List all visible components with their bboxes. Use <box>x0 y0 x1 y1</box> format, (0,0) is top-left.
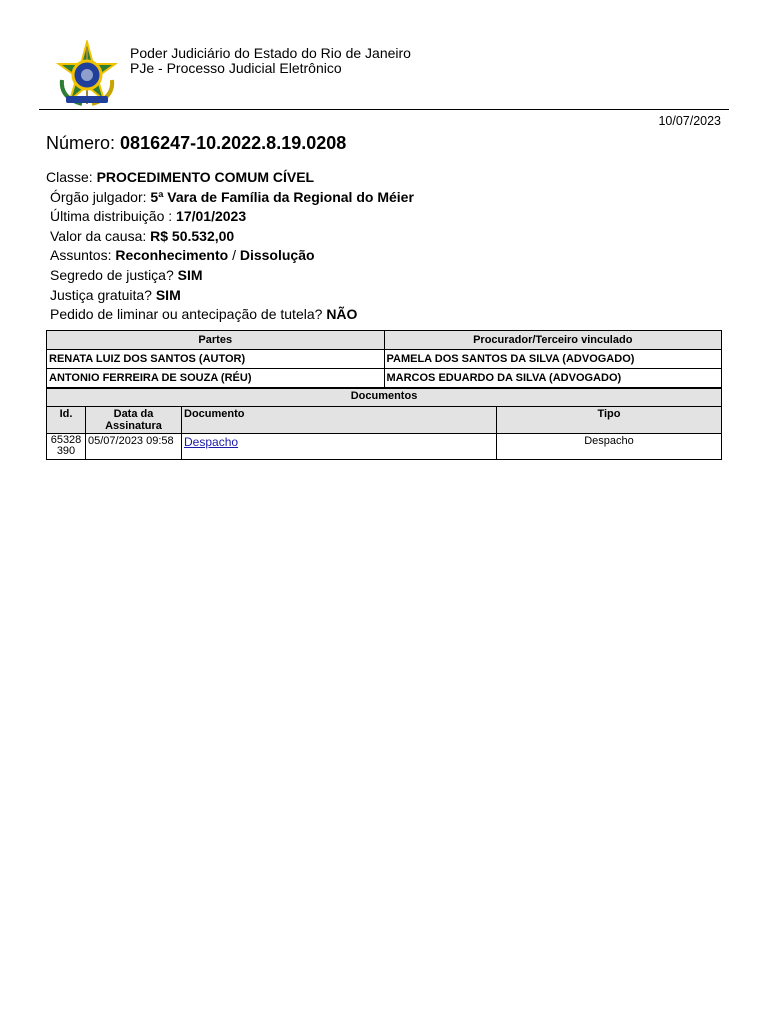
field-separator: / <box>228 247 240 264</box>
field-label: Pedido de liminar ou antecipação de tutela? <box>50 306 323 323</box>
field-label: Segredo de justiça? <box>50 266 174 283</box>
field-classe <box>46 168 414 188</box>
documentos-table <box>46 388 722 460</box>
header-divider <box>39 109 729 110</box>
column-header-tipo: Tipo <box>497 407 722 434</box>
field-value: 17/01/2023 <box>176 208 247 225</box>
doc-id-cell <box>47 434 86 460</box>
procurador-cell: MARCOS EDUARDO DA SILVA (ADVOGADO) <box>384 369 722 388</box>
court-name: Poder Judiciário do Estado do Rio de Janeiro <box>130 45 411 61</box>
doc-type-cell: Despacho <box>497 434 722 460</box>
field-distribuicao <box>46 207 414 227</box>
column-header-procurador: Procurador/Terceiro vinculado <box>384 331 722 350</box>
field-label: Última distribuição : <box>50 208 173 225</box>
system-name: PJe - Processo Judicial Eletrônico <box>130 60 342 76</box>
process-number-label: Número: <box>46 133 116 153</box>
field-segredo <box>46 266 414 286</box>
table-row <box>47 434 722 460</box>
field-value: 5ª Vara de Família da Regional do Méier <box>150 188 414 205</box>
court-heading <box>130 46 411 76</box>
partes-table <box>46 330 722 388</box>
parte-cell: ANTONIO FERREIRA DE SOUZA (RÉU) <box>47 369 385 388</box>
table-row <box>47 369 722 388</box>
table-header-row <box>47 331 722 350</box>
field-value: Dissolução <box>239 247 315 264</box>
column-header-documento: Documento <box>182 407 497 434</box>
procurador-cell: PAMELA DOS SANTOS DA SILVA (ADVOGADO) <box>384 350 722 369</box>
field-value: SIM <box>177 266 203 283</box>
process-number-value: 0816247-10.2022.8.19.0208 <box>120 133 347 153</box>
doc-name-cell <box>182 434 497 460</box>
parte-cell: RENATA LUIZ DOS SANTOS (AUTOR) <box>47 350 385 369</box>
field-label: Valor da causa: <box>50 227 147 244</box>
field-value: Reconhecimento <box>115 247 229 264</box>
table-title-row <box>47 389 722 407</box>
process-number <box>46 133 346 154</box>
field-valor <box>46 227 414 247</box>
documentos-title: Documentos <box>47 389 722 407</box>
despacho-link[interactable]: Despacho <box>184 435 239 449</box>
table-row <box>47 350 722 369</box>
field-value: PROCEDIMENTO COMUM CÍVEL <box>96 169 315 185</box>
field-orgao <box>46 188 414 208</box>
column-header-partes: Partes <box>47 331 385 350</box>
field-assuntos <box>46 246 414 266</box>
field-label: Classe: <box>46 169 93 185</box>
field-label: Justiça gratuita? <box>50 286 152 303</box>
doc-id-part: 65328 <box>50 434 82 446</box>
doc-id-part: 390 <box>56 445 76 457</box>
field-label: Órgão julgador: <box>50 188 147 205</box>
field-value: SIM <box>155 286 181 303</box>
field-label: Assuntos: <box>50 247 112 264</box>
column-header-id: Id. <box>47 407 86 434</box>
doc-date-cell: 05/07/2023 09:58 <box>86 434 182 460</box>
document-date: 10/07/2023 <box>658 114 721 128</box>
field-value: R$ 50.532,00 <box>150 227 235 244</box>
column-header-data: Data da Assinatura <box>86 407 182 434</box>
brazil-coat-of-arms-icon <box>52 40 122 110</box>
field-gratuita <box>46 286 414 306</box>
document-header <box>0 0 768 112</box>
process-details <box>46 168 414 325</box>
field-value: NÃO <box>326 306 358 323</box>
table-header-row <box>47 407 722 434</box>
field-liminar <box>46 305 414 325</box>
